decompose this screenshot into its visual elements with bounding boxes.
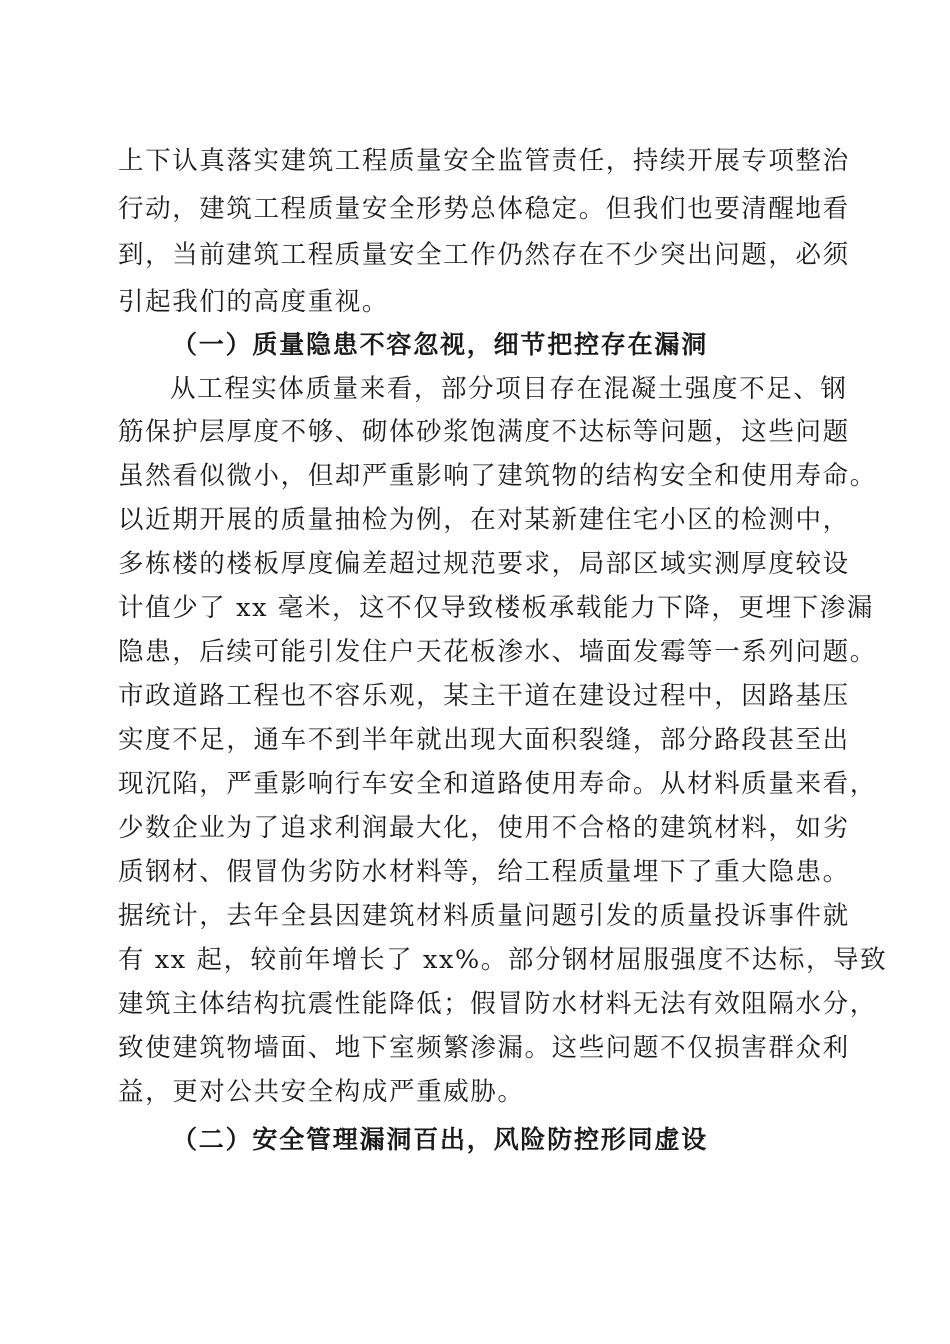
body-text-line: 有 xx 起，较前年增长了 xx%。部分钢材屈服强度不达标，导致	[118, 945, 888, 975]
body-text-line: 建筑主体结构抗震性能降低；假冒防水材料无法有效阻隔水分，	[118, 989, 877, 1019]
body-text-line: 虽然看似微小，但却严重影响了建筑物的结构安全和使用寿命。	[118, 461, 877, 491]
body-text-line: 市政道路工程也不容乐观，某主干道在建设过程中，因路基压	[118, 681, 850, 711]
paragraph-first-line: 从工程实体质量来看，部分项目存在混凝土强度不足、钢	[170, 374, 848, 404]
body-text-line: 隐患，后续可能引发住户天花板渗水、墙面发霉等一系列问题。	[118, 637, 877, 667]
body-text-line: 引起我们的高度重视。	[118, 287, 390, 317]
body-text-line: 质钢材、假冒伪劣防水材料等，给工程质量埋下了重大隐患。	[118, 857, 850, 887]
section-heading-1: （一）质量隐患不容忽视，细节把控存在漏洞	[172, 330, 709, 359]
body-text-line: 益，更对公共安全构成严重威胁。	[118, 1077, 525, 1107]
body-text-line: 以近期开展的质量抽检为例，在对某新建住宅小区的检测中，	[118, 505, 850, 535]
body-text-line: 到，当前建筑工程质量安全工作仍然存在不少突出问题，必须	[118, 240, 850, 270]
body-text-line: 致使建筑物墙面、地下室频繁渗漏。这些问题不仅损害群众利	[118, 1033, 850, 1063]
body-text-line: 实度不足，通车不到半年就出现大面积裂缝，部分路段甚至出	[118, 725, 850, 755]
body-text-line: 多栋楼的楼板厚度偏差超过规范要求，局部区域实测厚度较设	[118, 549, 850, 579]
body-text-line: 行动，建筑工程质量安全形势总体稳定。但我们也要清醒地看	[118, 194, 850, 224]
body-text-line: 据统计，去年全县因建筑材料质量问题引发的质量投诉事件就	[118, 901, 850, 931]
body-text-line: 计值少了 xx 毫米，这不仅导致楼板承载能力下降，更埋下渗漏	[118, 593, 874, 623]
body-text-line: 少数企业为了追求利润最大化，使用不合格的建筑材料，如劣	[118, 813, 850, 843]
section-heading-2: （二）安全管理漏洞百出，风险防控形同虚设	[172, 1125, 709, 1154]
body-text-line: 现沉陷，严重影响行车安全和道路使用寿命。从材料质量来看，	[118, 769, 877, 799]
body-text-line: 筋保护层厚度不够、砌体砂浆饱满度不达标等问题，这些问题	[118, 417, 850, 447]
body-text-line: 上下认真落实建筑工程质量安全监管责任，持续开展专项整治	[118, 146, 850, 176]
